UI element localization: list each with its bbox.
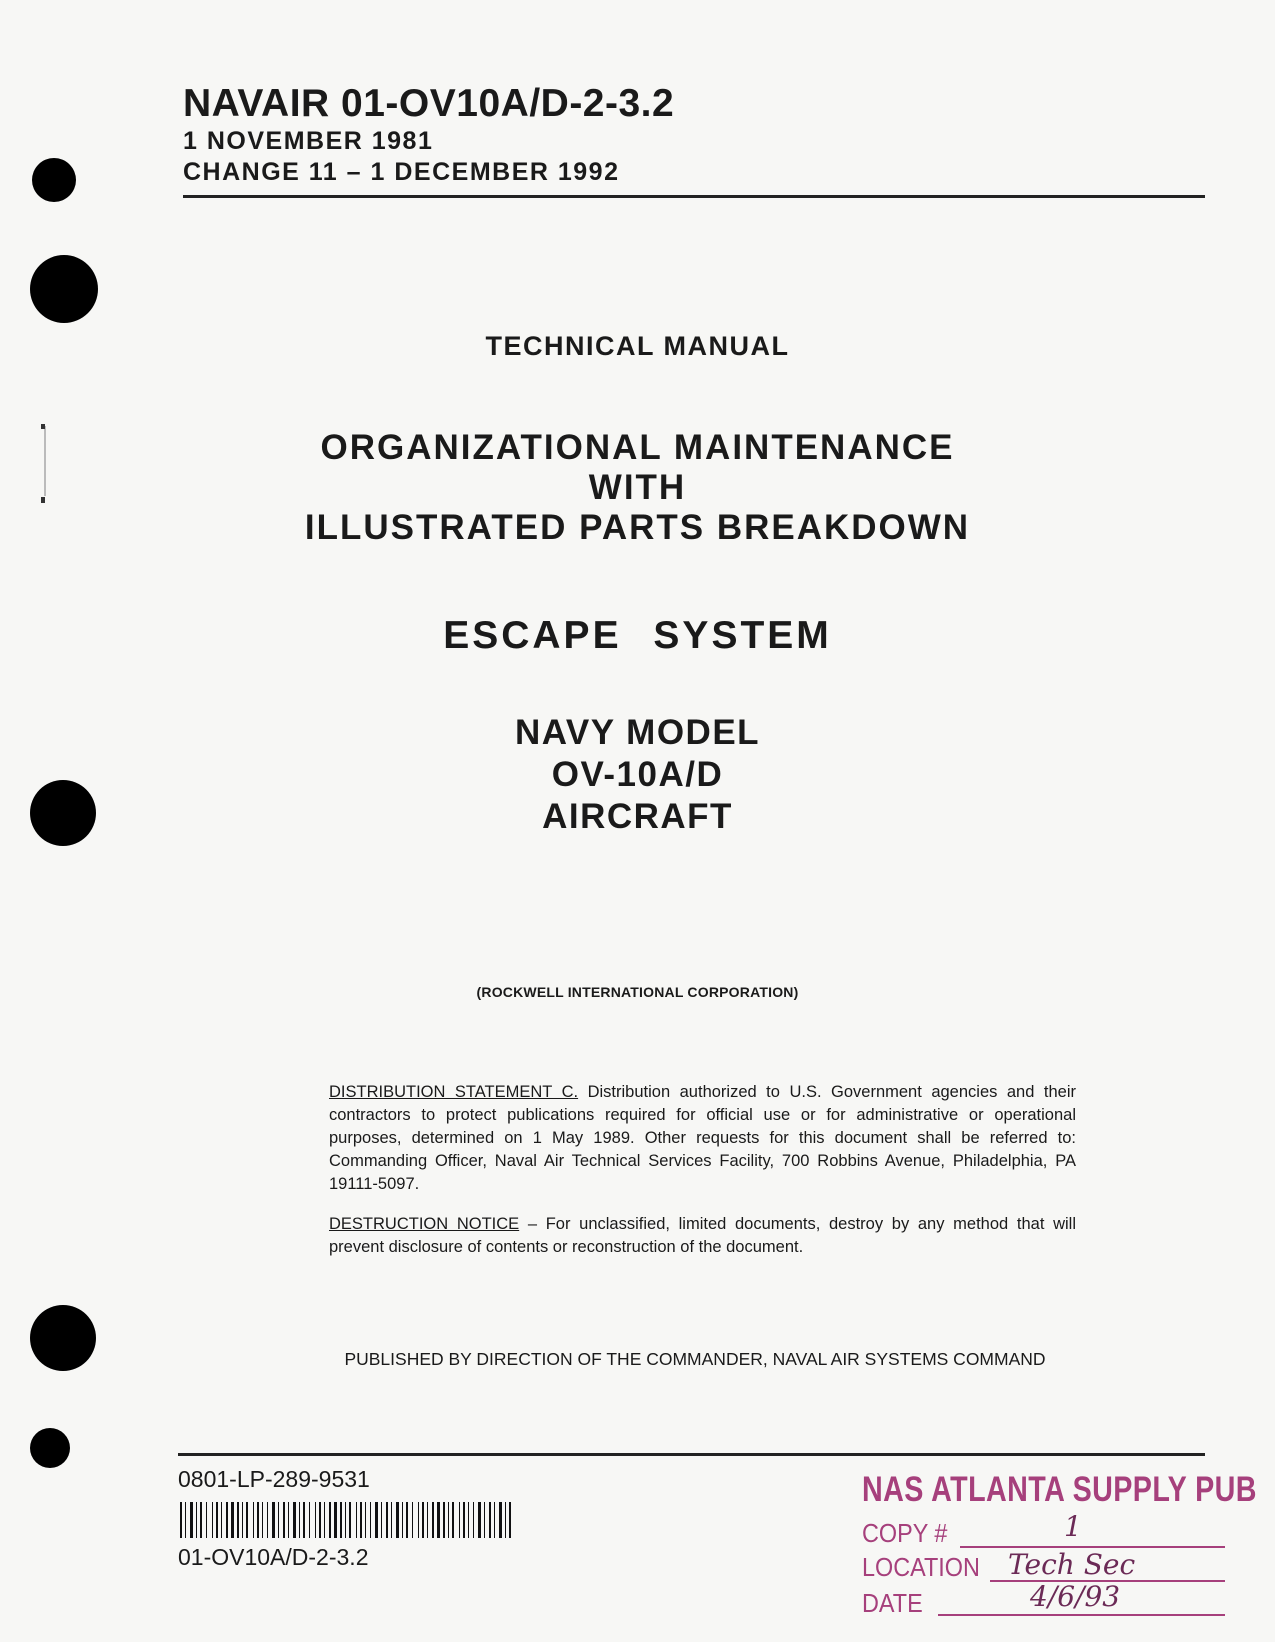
barcode-bar — [293, 1502, 296, 1538]
barcode-bar — [226, 1502, 228, 1538]
barcode-bar — [212, 1502, 213, 1538]
barcode-bar — [402, 1502, 403, 1538]
stamp-title: NAS ATLANTA SUPPLY PUB — [862, 1470, 1257, 1509]
publication-code: 01-OV10A/D-2-3.2 — [178, 1544, 369, 1570]
title-line-3: ILLUSTRATED PARTS BREAKDOWN — [304, 508, 971, 547]
barcode-bar — [418, 1502, 419, 1538]
barcode — [178, 1502, 514, 1538]
barcode-bar — [448, 1502, 449, 1538]
barcode-bar — [478, 1502, 481, 1538]
barcode-bar — [356, 1502, 357, 1538]
barcode-bar — [459, 1502, 460, 1538]
barcode-bar — [452, 1502, 454, 1538]
destruction-notice — [329, 1213, 1076, 1259]
header-rule — [183, 195, 1205, 198]
barcode-bar — [463, 1502, 465, 1538]
barcode-bar — [494, 1502, 495, 1538]
barcode-bar — [443, 1502, 445, 1538]
barcode-bar — [391, 1502, 392, 1538]
barcode-bar — [278, 1502, 279, 1538]
punch-hole-2 — [30, 255, 98, 323]
barcode-bar — [427, 1502, 428, 1538]
distribution-text: Distribution authorized to U.S. Government agencies and their contractors to protect publications required for official use or for administrative or operational purposes, determined on 1 May 1989. Other requests for this document shall be referred to: Commanding Officer, Naval Air Technical Services Facility, 700 Robbins Avenue, Philadelphia, PA 19111-5097. — [329, 1083, 1076, 1193]
barcode-bar — [315, 1502, 316, 1538]
barcode-bar — [484, 1502, 485, 1538]
barcode-bar — [381, 1502, 382, 1538]
barcode-bar — [272, 1502, 275, 1538]
barcode-bar — [432, 1502, 434, 1538]
stamp-date-label: DATE — [862, 1588, 923, 1618]
barcode-bar — [505, 1502, 506, 1538]
barcode-bar — [221, 1502, 222, 1538]
corporation: (ROCKWELL INTERNATIONAL CORPORATION) — [476, 984, 799, 1000]
barcode-bar — [437, 1502, 440, 1538]
barcode-bar — [246, 1502, 248, 1538]
published-by: PUBLISHED BY DIRECTION OF THE COMMANDER, NAVAL AIR SYSTEMS COMMAND — [344, 1349, 1046, 1369]
stamp-copy-value: 1 — [1064, 1510, 1082, 1543]
barcode-bar — [396, 1502, 399, 1538]
barcode-bar — [370, 1502, 371, 1538]
destruction-heading: DESTRUCTION NOTICE — [329, 1215, 520, 1233]
document-header — [183, 82, 674, 188]
barcode-bar — [509, 1502, 511, 1538]
barcode-bar — [334, 1502, 337, 1538]
publication-number: NAVAIR 01-OV10A/D-2-3.2 — [183, 82, 675, 125]
publication-date: 1 NOVEMBER 1981 — [183, 127, 434, 155]
barcode-bar — [406, 1502, 408, 1538]
barcode-bar — [360, 1502, 362, 1538]
barcode-bar — [283, 1502, 285, 1538]
barcode-bar — [257, 1502, 259, 1538]
barcode-bar — [216, 1502, 218, 1538]
punch-hole-5 — [30, 1428, 70, 1468]
destruction-text: – For unclassified, limited documents, destroy by any method that will prevent disclosure of contents or reconstruction of the document. — [329, 1215, 1076, 1256]
footer-rule — [178, 1453, 1205, 1456]
barcode-bar — [499, 1502, 502, 1538]
model-line-1: NAVY MODEL — [514, 713, 761, 752]
stamp-date-value: 4/6/93 — [1030, 1580, 1121, 1613]
stamp-location-value: Tech Sec — [1008, 1548, 1136, 1581]
barcode-bar — [345, 1502, 346, 1538]
barcode-bar — [375, 1502, 378, 1538]
punch-hole-1 — [32, 158, 76, 202]
distribution-statement — [329, 1081, 1076, 1196]
title-line-2: WITH — [588, 468, 687, 507]
stock-number: 0801-LP-289-9531 — [178, 1466, 370, 1492]
manual-title — [0, 428, 1275, 548]
barcode-bar — [303, 1502, 305, 1538]
stamp-location-label: LOCATION — [862, 1552, 980, 1582]
barcode-bar — [468, 1502, 469, 1538]
barcode-bar — [324, 1502, 325, 1538]
barcode-bar — [206, 1502, 207, 1538]
barcode-bar — [473, 1502, 474, 1538]
barcode-bar — [231, 1502, 234, 1538]
barcode-bar — [190, 1502, 193, 1538]
stamp-copy-label: COPY # — [862, 1518, 948, 1548]
model-line-3: AIRCRAFT — [542, 797, 733, 836]
change-line: CHANGE 11 – 1 DECEMBER 1992 — [183, 158, 620, 186]
barcode-bar — [489, 1502, 491, 1538]
distribution-heading: DISTRIBUTION STATEMENT C. — [329, 1083, 579, 1101]
barcode-bar — [196, 1502, 197, 1538]
barcode-bar — [185, 1502, 186, 1538]
barcode-bar — [200, 1502, 202, 1538]
title-line-1: ORGANIZATIONAL MAINTENANCE — [320, 428, 955, 467]
barcode-bar — [319, 1502, 321, 1538]
barcode-bar — [365, 1502, 366, 1538]
supply-stamp — [862, 1470, 1275, 1618]
stamp-date-line — [938, 1614, 1225, 1616]
barcode-bar — [299, 1502, 300, 1538]
aircraft-model — [0, 712, 1275, 838]
barcode-bar — [329, 1502, 331, 1538]
barcode-bar — [180, 1502, 182, 1538]
barcode-bar — [267, 1502, 268, 1538]
barcode-bar — [288, 1502, 289, 1538]
barcode-bar — [237, 1502, 239, 1538]
barcode-bar — [422, 1502, 424, 1538]
barcode-bar — [253, 1502, 254, 1538]
manual-type: TECHNICAL MANUAL — [485, 331, 790, 361]
barcode-bar — [242, 1502, 243, 1538]
barcode-bar — [349, 1502, 351, 1538]
barcode-bar — [309, 1502, 310, 1538]
system-name: ESCAPE SYSTEM — [443, 614, 832, 657]
barcode-bar — [340, 1502, 342, 1538]
model-line-2: OV-10A/D — [551, 755, 724, 794]
barcode-bar — [412, 1502, 413, 1538]
barcode-bar — [386, 1502, 388, 1538]
barcode-bar — [262, 1502, 263, 1538]
